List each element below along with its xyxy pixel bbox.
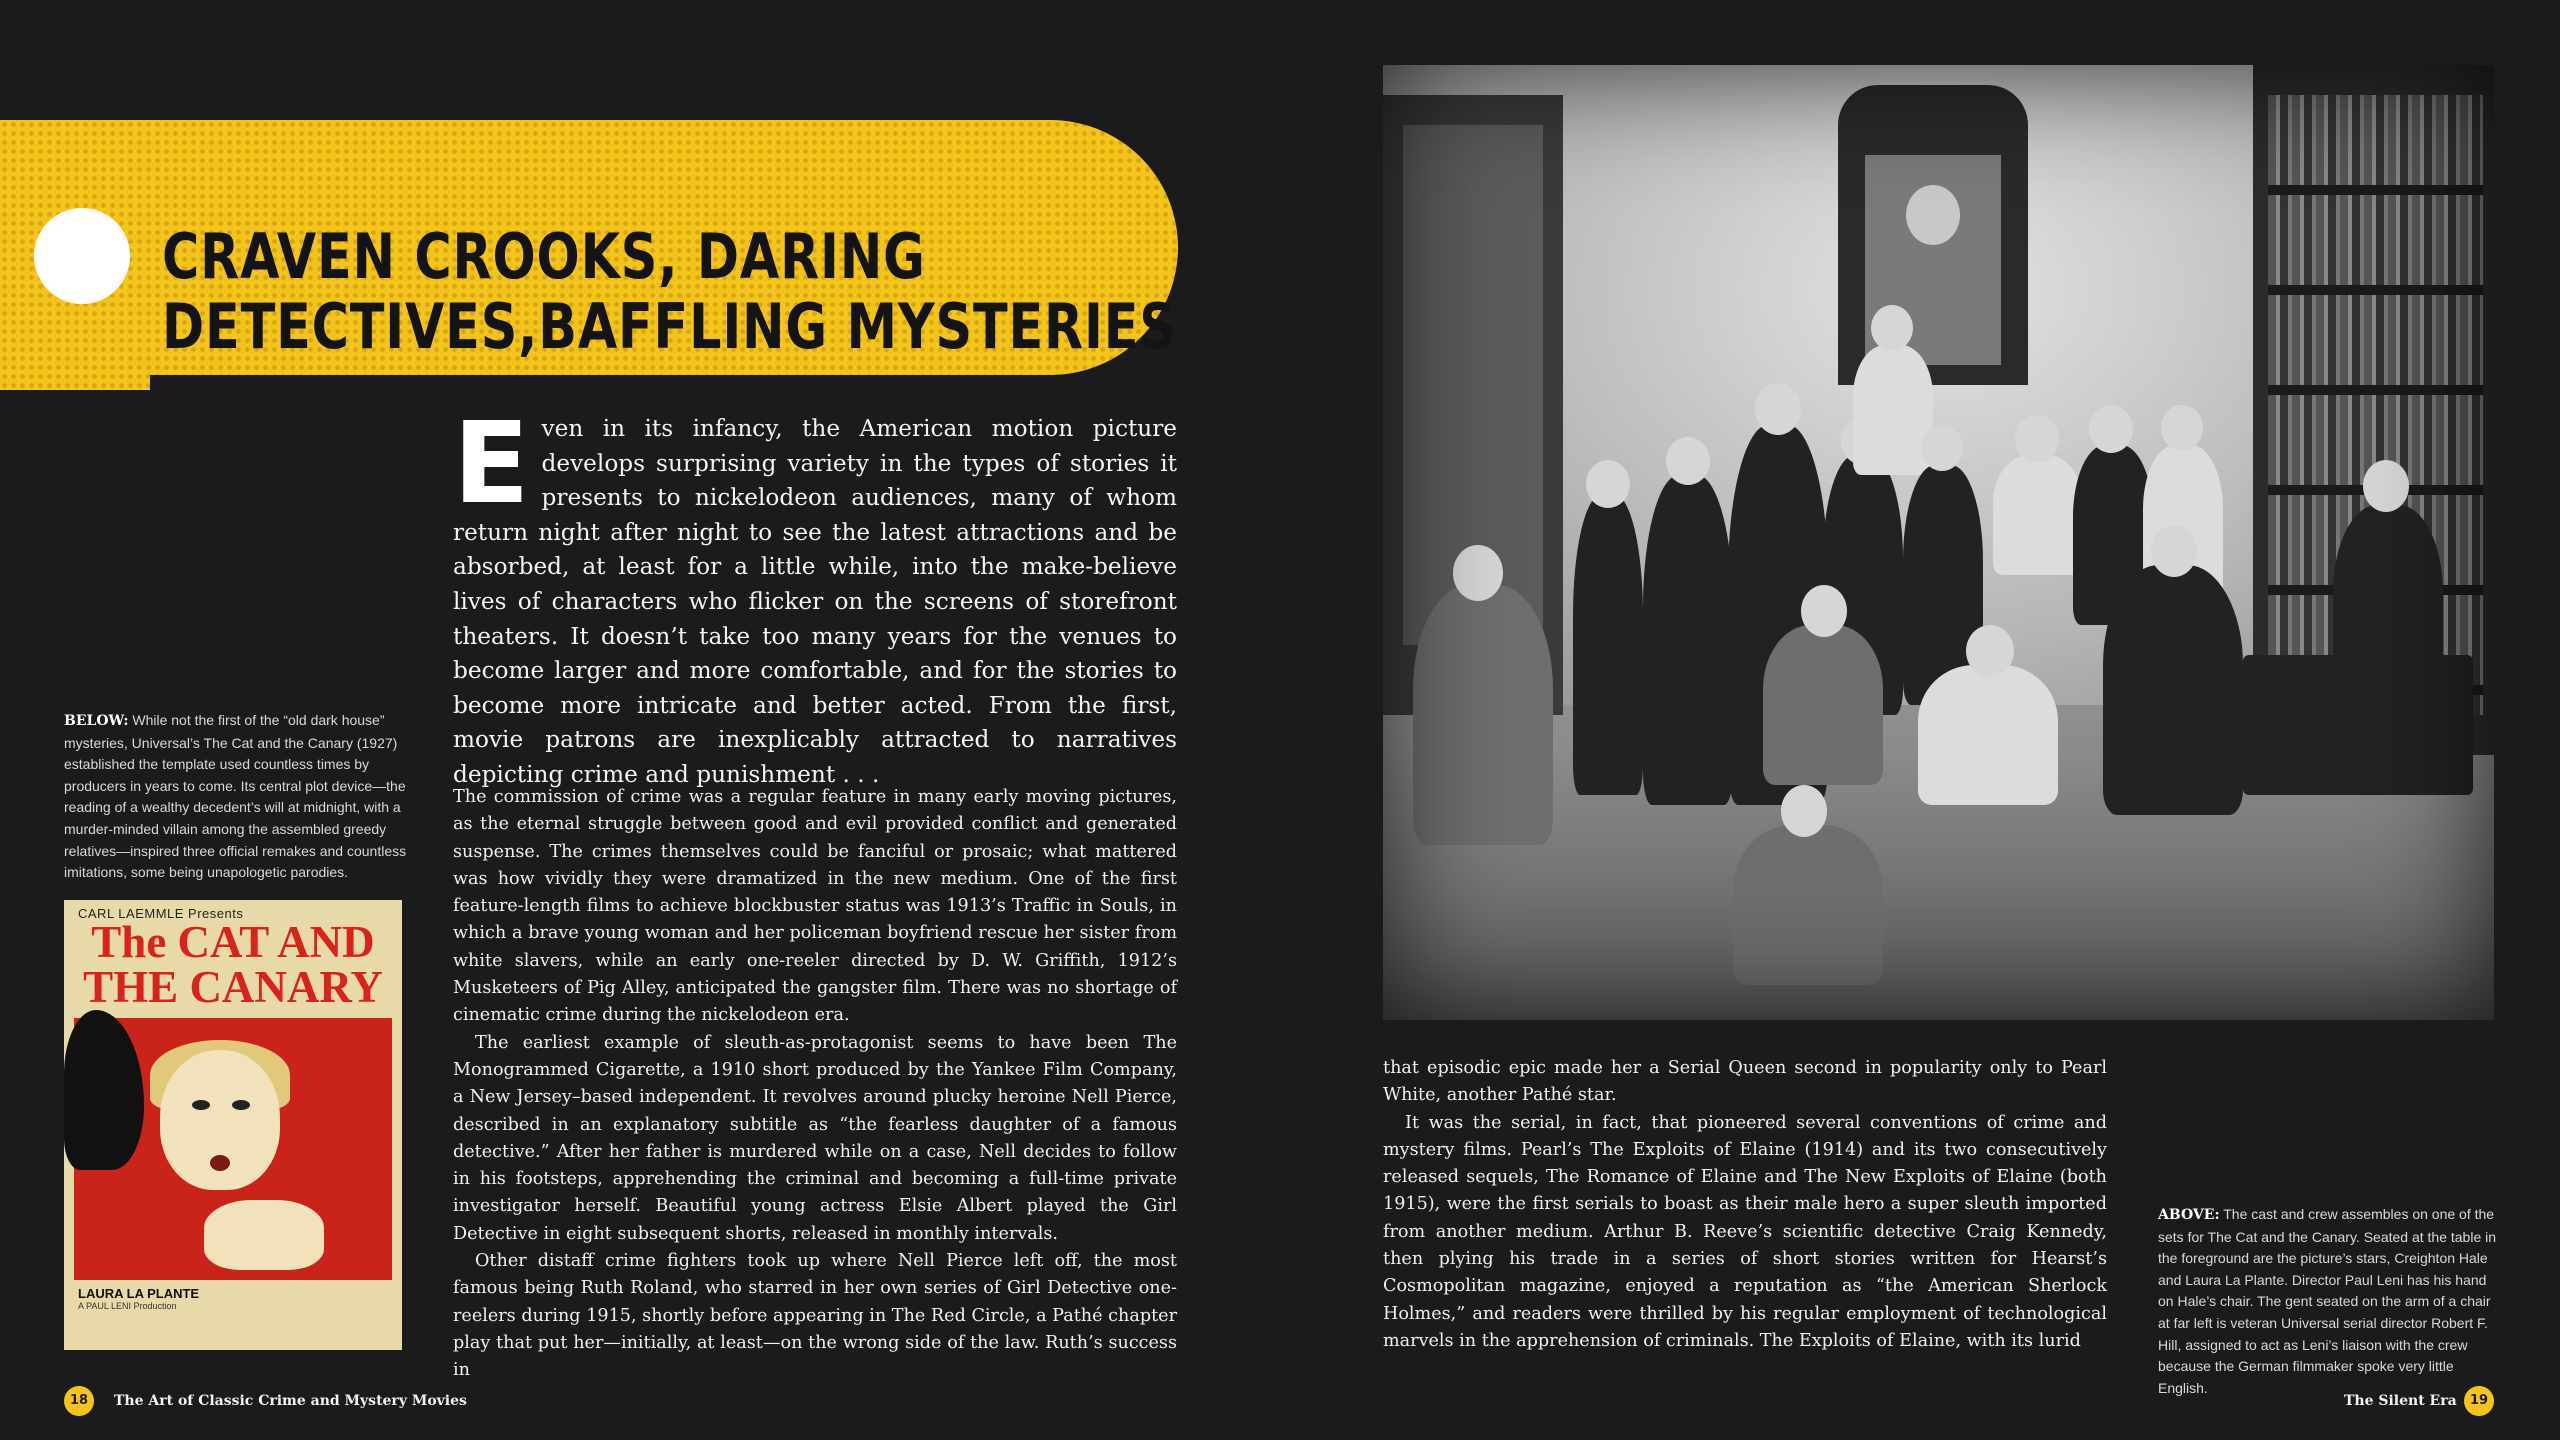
- poster-eye-icon: [192, 1100, 210, 1110]
- poster-star: LAURA LA PLANTE: [78, 1286, 200, 1301]
- intro-paragraph: [453, 399, 1177, 793]
- banner-circle-icon: [34, 208, 130, 304]
- poster-title-line-2: THE CANARY: [83, 962, 383, 1012]
- body-paragraph: The commission of crime was a regular feature in many early moving pictures, as the eternal struggle between good and evil provided conflict and generated suspense. The crimes themselves could be fanciful or prosaic; what mattered was how vividly they were dramatized in the new medium. One of the first feature-length films to achieve blockbuster status was 1913’s Traffic in Souls, in which a brave young woman and her policeman boyfriend rescue her sister from white slavers, while an early one-reeler directed by D. W. Griffith, 1912’s Musketeers of Pig Alley, anticipated the gangster film. There was no shortage of cinematic crime during the nickelodeon era.: [453, 787, 1177, 1026]
- body-paragraph: that episodic epic made her a Serial Queen second in popularity only to Pearl White, another Pathé star.: [1383, 1058, 2107, 1106]
- right-page-body: [1383, 1055, 2107, 1355]
- poster-credit-line: A PAUL LENI Production: [78, 1301, 177, 1311]
- poster-title: [74, 917, 392, 1012]
- poster-presents: CARL LAEMMLE Presents: [78, 906, 244, 921]
- poster-hand: [204, 1200, 324, 1270]
- cast-crew-photo: [1383, 65, 2494, 1020]
- body-paragraph: Other distaff crime fighters took up where Nell Pierce left off, the most famous being Ruth Roland, who starred in her own series of Girl Detective one-reelers during 1915, shortly before appearing in The Red Circle, a Pathé chapter play that put her—initially, at least—on the wrong side of the law. Ruth’s success in: [453, 1251, 1177, 1381]
- movie-poster: [64, 900, 402, 1350]
- intro-text: ven in its infancy, the American motion picture develops surprising variety in the types of stories it presents to nickelodeon audiences, many of whom return night after night to see the latest attractions and be absorbed, at least for a little while, into the make-believe lives of characters who flicker on the screens of storefront theaters. It doesn’t take too many years for the venues to become larger and more comfortable, and for the stories to become more intricate and better acted. From the first, movie patrons are inexplicably attracted to narratives depicting crime and punishment . . .: [453, 415, 1177, 788]
- caption-label: BELOW:: [64, 713, 129, 729]
- right-page-number: 19: [2464, 1386, 2494, 1416]
- chapter-title-line-2: DETECTIVES,BAFFLING MYSTERIES: [162, 290, 1177, 363]
- poster-eye-icon: [232, 1100, 250, 1110]
- photo-vignette: [1383, 65, 2494, 1020]
- caption-label: ABOVE:: [2158, 1207, 2220, 1223]
- left-page-body: [453, 784, 1177, 1385]
- caption-text: While not the first of the “old dark house” mysteries, Universal’s The Cat and the Canary (1927) established the template used countless times by producers in years to come. Its central plot device—the reading of a wealthy decedent’s will at midnight, with a murder-minded villain among the assembled greedy relatives—inspired three official remakes and countless imitations, some being unapologetic parodies.: [64, 712, 407, 881]
- body-paragraph: The earliest example of sleuth-as-protagonist seems to have been The Monogrammed Cigarette, a 1910 short produced by the Yankee Film Company, a New Jersey–based independent. It revolves around plucky heroine Nell Pierce, described in an explanatory subtitle as “the fearless daughter of a famous detective.” After her father is murdered while on a case, Nell decides to follow in his footsteps, apprehending the criminal and becoming a full-time private investigator herself. Beautiful young actress Elsie Albert played the Girl Detective in eight subsequent shorts, released in monthly intervals.: [453, 1032, 1177, 1244]
- poster-mouth: [210, 1155, 230, 1171]
- drop-cap: E: [453, 399, 530, 529]
- poster-credits: [78, 1288, 388, 1312]
- poster-caption: [64, 710, 409, 884]
- photo-caption: [2158, 1204, 2498, 1399]
- poster-title-line-1: The CAT AND: [91, 917, 375, 967]
- left-running-title: The Art of Classic Crime and Mystery Movies: [114, 1393, 467, 1409]
- right-running-title: The Silent Era: [2344, 1393, 2457, 1409]
- caption-text: The cast and crew assembles on one of the sets for The Cat and the Canary. Seated at the table in the foreground are the picture’s stars, Creighton Hale and Laura La Plante. Director Paul Leni has his hand on Hale’s chair. The gent seated on the arm of a chair at far left is veteran Universal serial director Robert F. Hill, assigned to act as Leni’s liaison with the crew because the German filmmaker spoke very little English.: [2158, 1206, 2497, 1396]
- chapter-title-line-1: CRAVEN CROOKS, DARING: [162, 220, 926, 293]
- chapter-title: [162, 220, 1177, 363]
- left-page-number: 18: [64, 1386, 94, 1416]
- body-paragraph: It was the serial, in fact, that pioneered several conventions of crime and mystery films. Pearl’s The Exploits of Elaine (1914) and its two consecutively released sequels, The Romance of Elaine and The New Exploits of Elaine (both 1915), were the first serials to boast as their male hero a super sleuth imported from another medium. Arthur B. Reeve’s scientific detective Craig Kennedy, then plying his trade in a series of short stories written for Hearst’s Cosmopolitan magazine, enjoyed a reputation as “the American Sherlock Holmes,” and readers were thrilled by his regular employment of technological marvels in the apprehension of criminals. The Exploits of Elaine, with its lurid: [1383, 1112, 2107, 1351]
